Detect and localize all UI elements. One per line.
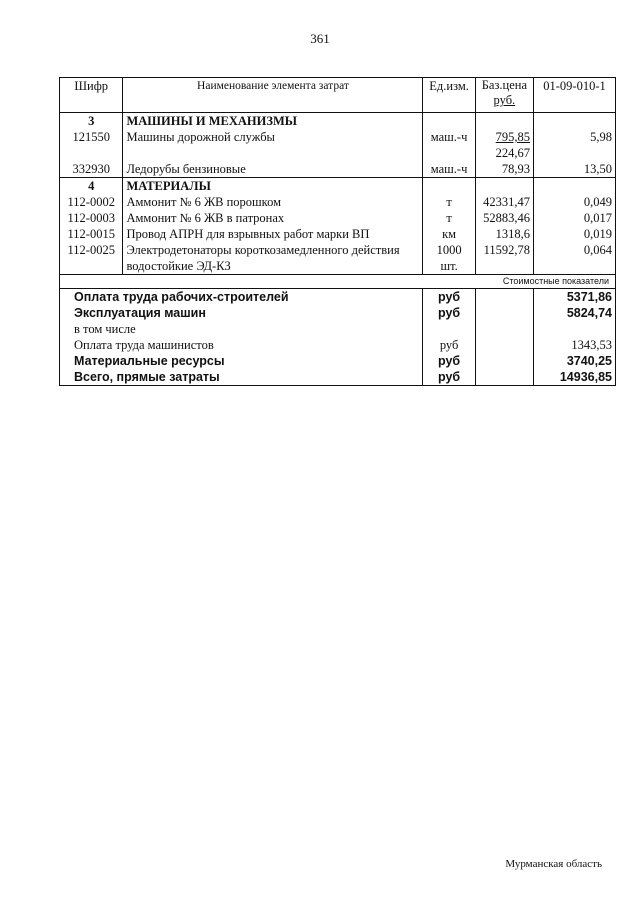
section-title: МАТЕРИАЛЫ [123,178,423,195]
row-unit-line2: шт. [440,259,458,273]
table-row [60,129,616,161]
row-code: 332930 [60,161,123,178]
row-code: 112-0025 [60,242,123,275]
summary-value: 5824,74 [534,305,616,321]
row-name: Аммонит № 6 ЖВ в патронах [123,210,423,226]
row-name [123,242,423,275]
header-norm-code: 01-09-010-1 [534,78,616,113]
summary-label: Материальные ресурсы [60,353,423,369]
row-qty: 0,019 [534,226,616,242]
summary-label: Эксплуатация машин [60,305,423,321]
row-price: 1318,6 [475,226,533,242]
row-price: 52883,46 [475,210,533,226]
row-qty: 0,017 [534,210,616,226]
summary-label: Оплата труда рабочих-строителей [60,289,423,306]
row-unit: т [423,194,475,210]
cost-table [59,77,616,386]
table-row [60,226,616,242]
row-qty: 5,98 [534,129,616,161]
row-code: 112-0015 [60,226,123,242]
table-row [60,210,616,226]
header-base-price-line1: Баз.цена [481,78,527,92]
summary-row [60,353,616,369]
row-name: Аммонит № 6 ЖВ порошком [123,194,423,210]
row-price-main: 795,85 [495,130,531,144]
header-base-price-line2: руб. [493,93,516,107]
cost-section-row [60,275,616,289]
row-unit: маш.-ч [423,129,475,161]
summary-value: 14936,85 [534,369,616,386]
summary-value: 3740,25 [534,353,616,369]
row-price [475,129,533,161]
row-unit: маш.-ч [423,161,475,178]
summary-unit [423,321,475,337]
row-price-secondary: 224,67 [495,146,531,160]
section-title: МАШИНЫ И МЕХАНИЗМЫ [123,113,423,130]
header-code: Шифр [60,78,123,113]
page-number: 361 [310,31,330,46]
row-name: Машины дорожной службы [123,129,423,161]
row-price: 42331,47 [475,194,533,210]
row-code: 112-0003 [60,210,123,226]
section-row-materials [60,178,616,195]
summary-unit: руб [423,289,475,306]
summary-unit: руб [423,337,475,353]
row-unit: км [423,226,475,242]
summary-unit: руб [423,305,475,321]
summary-unit: руб [423,353,475,369]
section-row-machines [60,113,616,130]
summary-value: 1343,53 [534,337,616,353]
row-unit: т [423,210,475,226]
summary-value: 5371,86 [534,289,616,306]
row-name-line1: Электродетонаторы короткозамедленного действия [126,243,400,257]
summary-label: Всего, прямые затраты [60,369,423,386]
summary-row [60,321,616,337]
row-unit [423,242,475,275]
row-code: 112-0002 [60,194,123,210]
footer-region: Мурманская область [505,858,602,870]
summary-label: Оплата труда машинистов [60,337,423,353]
section-number: 4 [60,178,123,195]
row-qty: 13,50 [534,161,616,178]
table-row [60,161,616,178]
summary-value [534,321,616,337]
row-qty: 0,049 [534,194,616,210]
row-name-line2: водостойкие ЭД-КЗ [126,259,231,273]
summary-row [60,337,616,353]
row-name: Провод АПРН для взрывных работ марки ВП [123,226,423,242]
table-header-row [60,78,616,113]
summary-row [60,305,616,321]
row-price: 78,93 [475,161,533,178]
row-unit-line1: 1000 [436,243,462,257]
summary-unit: руб [423,369,475,386]
summary-label: в том числе [60,321,423,337]
table-row [60,194,616,210]
row-code: 121550 [60,129,123,161]
table-row [60,242,616,275]
row-qty: 0,064 [534,242,616,275]
row-name: Ледорубы бензиновые [123,161,423,178]
summary-row [60,369,616,386]
row-price: 11592,78 [475,242,533,275]
summary-row [60,289,616,306]
header-unit: Ед.изм. [423,78,475,113]
section-number: 3 [60,113,123,130]
cost-section-label: Стоимостные показатели [60,275,616,289]
header-base-price [475,78,533,113]
header-name: Наименование элемента затрат [123,78,423,113]
